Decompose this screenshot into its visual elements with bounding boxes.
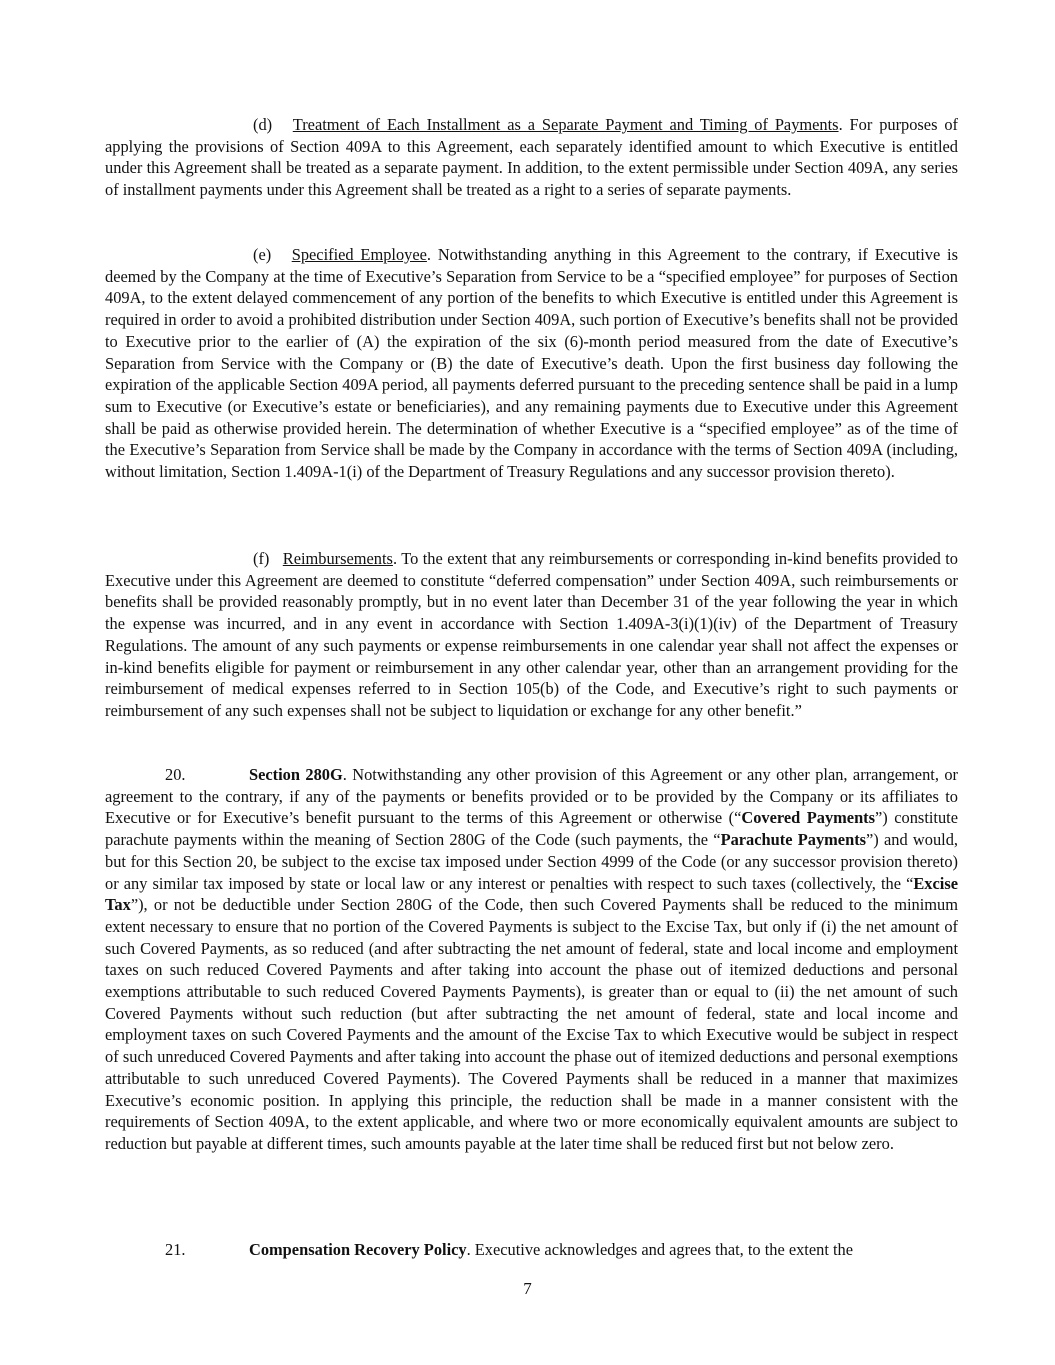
section-20-body-2: ”) constitute parachute payments within the meaning of Section 280G of the Code (such payments, the “ (105, 808, 959, 850)
section-21-paragraph (105, 1239, 958, 1261)
section-20-body-1: . Notwithstanding any other provision of this Agreement or any other plan, arrangement, or agreement to the contrary, if any of the payments or benefits provided or to be provided by the Company or its affiliates to Executive or for Executive’s benefit pursuant to the terms of this Agreement or otherwise (“ (105, 765, 958, 828)
section-d-label: (d) (253, 115, 273, 134)
section-21-number: 21. (165, 1240, 186, 1259)
section-d-paragraph (105, 114, 958, 201)
section-f-heading: Reimbursements (282, 549, 393, 568)
section-21-heading: Compensation Recovery Policy (249, 1240, 467, 1259)
section-20-heading: Section 280G (249, 765, 343, 784)
section-d-heading: Treatment of Each Installment as a Separate Payment and Timing of Payments (292, 115, 839, 134)
section-e-paragraph (105, 244, 958, 483)
section-20-number: 20. (165, 765, 186, 784)
section-f-paragraph (105, 548, 958, 722)
section-20-paragraph (105, 764, 958, 1155)
defined-term-covered-payments: Covered Payments (741, 808, 876, 828)
section-f-label: (f) (253, 549, 270, 568)
section-e-heading: Specified Employee (291, 245, 427, 264)
page-number: 7 (523, 1279, 532, 1298)
section-20-body-3: ”) and would, but for this Section 20, be subject to the excise tax imposed under Section 4999 of the Code (or any successor provision thereto) or any similar tax imposed by state or local law or any interest or penalties with respect to such taxes (collectively, the “ (105, 830, 958, 893)
defined-term-parachute-payments: Parachute Payments (720, 830, 867, 850)
section-e-label: (e) (253, 245, 272, 264)
section-f-body: . To the extent that any reimbursements or corresponding in-kind benefits provided to Executive under this Agreement are deemed to constitute “deferred compensation” under Section 409A, such reimbursements or benefits shall be provided reasonably promptly, but in no event later than December 31 of the year following the year in which the expense was incurred, and in any event in accordance with Section 1.409A-3(i)(1)(iv) of the Department of Treasury Regulations. The amount of any such payments or expense reimbursements in one calendar year shall not affect the expenses or in-kind benefits eligible for payment or reimbursement in any other calendar year, other than an arrangement providing for the reimbursement of medical expenses referred to in Section 105(b) of the Code, and Executive’s right to such payments or reimbursement of any such expenses shall not be subject to liquidation or exchange for any other benefit.” (105, 549, 958, 720)
section-e-body: . Notwithstanding anything in this Agreement to the contrary, if Executive is deemed by the Company at the time of Executive’s Separation from Service to be a “specified employee” for purposes of Section 409A, to the extent delayed commencement of any portion of the benefits to which Executive is entitled under this Agreement is required in order to avoid a prohibited distribution under Section 409A, such portion of Executive’s benefits shall not be provided to Executive prior to the earlier of (A) the expiration of the six (6)-month period measured from the date of Executive’s Separation from Service with the Company or (B) the date of Executive’s death. Upon the first business day following the expiration of the applicable Section 409A period, all payments deferred pursuant to the preceding sentence shall be paid in a lump sum to Executive (or Executive’s estate or beneficiaries), and any remaining payments due to Executive under this Agreement shall be paid as otherwise provided herein. The determination of whether Executive is a “specified employee” as of the time of the Executive’s Separation from Service shall be made by the Company in accordance with the terms of Section 409A (including, without limitation, Section 1.409A-1(i) of the Department of Treasury Regulations and any successor provision thereto). (105, 245, 958, 482)
defined-term-excise-tax: Excise Tax (105, 873, 958, 915)
section-21-body: . Executive acknowledges and agrees that, to the extent the (466, 1240, 853, 1259)
section-d-body: . For purposes of applying the provisions of Section 409A to this Agreement, each separately identified amount to which Executive is entitled under this Agreement shall be treated as a separate payment. In addition, to the extent permissible under Section 409A, any series of installment payments under this Agreement shall be treated as a right to a series of separate payments. (105, 115, 958, 200)
section-20-body-4: ”), or not be deductible under Section 280G of the Code, then such Covered Payments shall be reduced to the minimum extent necessary to ensure that no portion of the Covered Payments is subject to the Excise Tax, but only if (i) the net amount of such Covered Payments, as so reduced (and after subtracting the net amount of federal, state and local income and employment taxes on such reduced Covered Payments and after taking into account the phase out of itemized deductions and personal exemptions attributable to such reduced Covered Payments Payments), is greater than or equal to (ii) the net amount of such Covered Payments without such reduction (but after subtracting the net amount of federal, state and local income and employment taxes on such Covered Payments and the amount of the Excise Tax to which Executive would be subject in respect of such unreduced Covered Payments and after taking into account the phase out of itemized deductions and personal exemptions attributable to such unreduced Covered Payments). The Covered Payments shall be reduced in a manner that maximizes Executive’s economic position. In applying this principle, the reduction shall be made in a manner consistent with the requirements of Section 409A, to the extent applicable, and where two or more economically equivalent amounts are subject to reduction but payable at different times, such amounts payable at the later time shall be reduced first but not below zero. (105, 895, 958, 1153)
